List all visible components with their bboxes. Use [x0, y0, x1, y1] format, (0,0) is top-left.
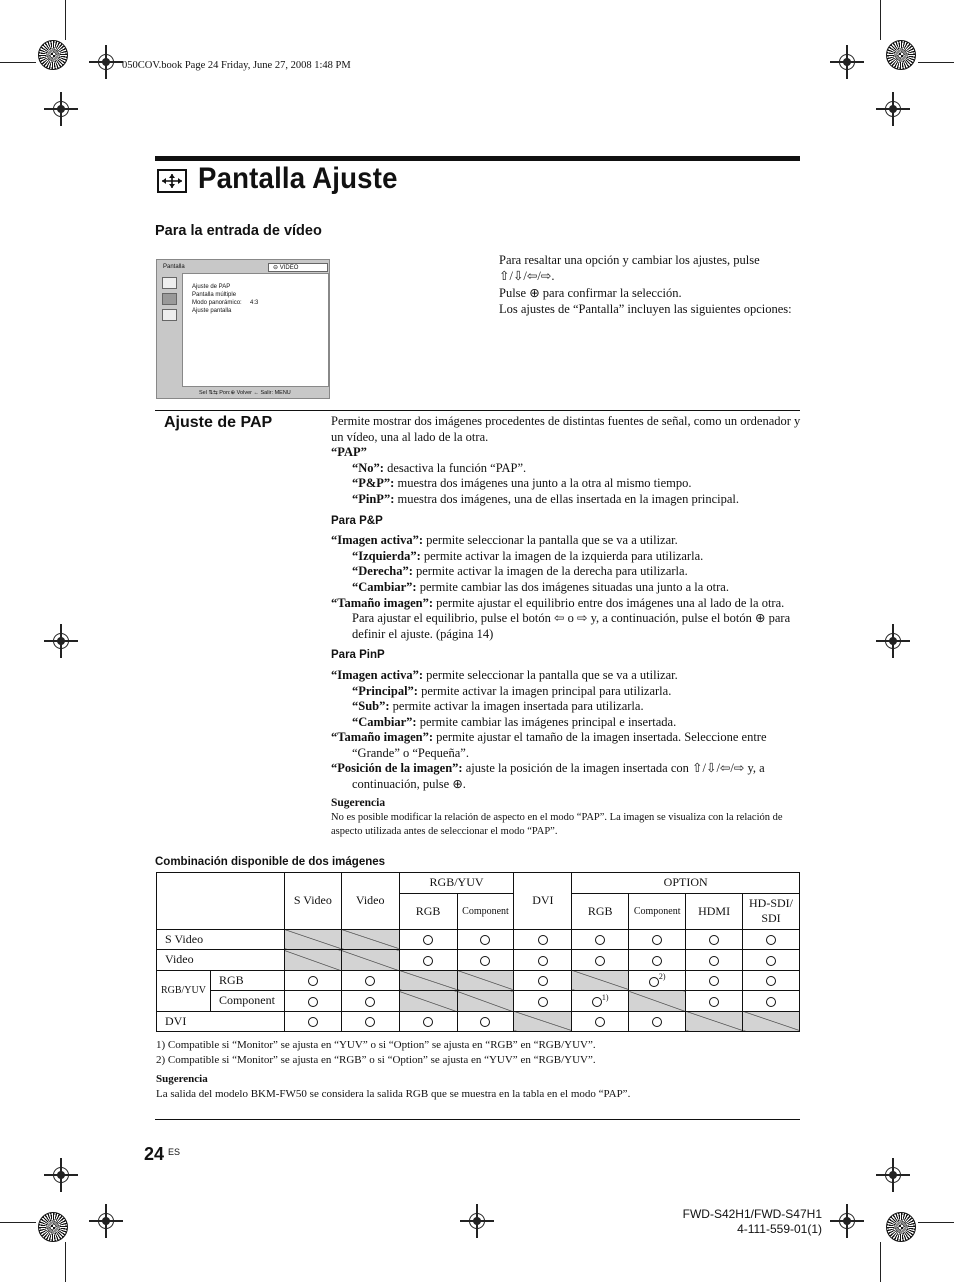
- crosshair-icon: [876, 1158, 910, 1192]
- option-text: permite activar la imagen de la derecha para utilizarla.: [412, 564, 688, 579]
- compatible-cell: [743, 950, 800, 971]
- compatible-cell: [686, 950, 743, 971]
- screen-item: Ajuste pantalla: [192, 308, 232, 314]
- tip-text: No es posible modificar la relación de aspecto en el modo “PAP”. La imagen se visualiza con la relación de aspecto utilizada antes de seleccionar el modo “PAP”.: [331, 812, 783, 838]
- compatible-cell: [572, 929, 629, 950]
- option-text: desactiva la función “PAP”.: [383, 460, 527, 475]
- col-header: RGB: [572, 893, 629, 929]
- compatible-cell: [572, 950, 629, 971]
- crop-line: [880, 0, 881, 40]
- unavailable-cell: [399, 991, 457, 1012]
- option-entry: [331, 492, 801, 508]
- option-text: muestra dos imágenes una junto a la otra al mismo tiempo.: [394, 476, 692, 491]
- unavailable-cell: [514, 1011, 572, 1032]
- footnote: 1) Compatible si “Monitor” se ajusta en “YUV” o si “Option” se ajusta en “RGB” en “RGB/YUV”.: [156, 1039, 596, 1051]
- table-heading: Combinación disponible de dos imágenes: [155, 856, 386, 868]
- intro-text: [499, 252, 799, 318]
- option-entry: [331, 715, 801, 731]
- unavailable-cell: [572, 970, 629, 991]
- footnote-ref: 2): [658, 972, 666, 982]
- file-header: 050COV.book Page 24 Friday, June 27, 2008 1:48 PM: [122, 60, 351, 71]
- option-term: “Imagen activa”:: [331, 667, 423, 682]
- screen-tab-video: ⊖ VIDEO: [268, 263, 328, 272]
- row-header: S Video: [157, 929, 285, 950]
- compatible-cell: [572, 1011, 629, 1032]
- option-entry: [331, 699, 801, 715]
- col-header: Component: [457, 893, 514, 929]
- compatible-cell: [399, 950, 457, 971]
- compatible-cell: [743, 929, 800, 950]
- unavailable-cell: [341, 950, 399, 971]
- table-row: [157, 929, 800, 950]
- compatible-cell: [284, 991, 341, 1012]
- pp-heading: Para P&P: [331, 514, 383, 527]
- registration-star-icon: [886, 40, 916, 70]
- pap-heading: Ajuste de PAP: [164, 414, 273, 431]
- unavailable-cell: [284, 929, 341, 950]
- option-text: ajuste la posición de la imagen insertada con ⇧/⇩/⇦/⇨ y, a continuación, pulse ⊕.: [352, 761, 765, 792]
- crosshair-icon: [89, 45, 123, 79]
- option-term: “Principal”:: [352, 683, 418, 698]
- tip-text: La salida del modelo BKM-FW50 se considera la salida RGB que se muestra en la tabla en el modo “PAP”.: [156, 1087, 631, 1100]
- pap-description: Permite mostrar dos imágenes procedentes de distintas fuentes de señal, como un ordenador y un vídeo, una al lado de la otra.: [331, 414, 801, 444]
- option-text: permite cambiar las dos imágenes situadas una junto a la otra.: [416, 579, 729, 594]
- option-term: “Sub”:: [352, 699, 390, 714]
- compatible-cell: [514, 929, 572, 950]
- pap-body: [331, 414, 801, 839]
- crop-line: [880, 1242, 881, 1282]
- option-text: permite activar la imagen principal para utilizarla.: [417, 683, 672, 698]
- option-text: permite activar la imagen de la izquierda para utilizarla.: [420, 548, 704, 563]
- option-entry: [331, 761, 801, 792]
- option-term: “Cambiar”:: [352, 579, 417, 594]
- screen-item: Modo panorámico: 4:3: [192, 300, 259, 306]
- table-row: [157, 991, 800, 1012]
- option-term: “Cambiar”:: [352, 714, 417, 729]
- compatible-cell: [457, 1011, 514, 1032]
- screen-item: Pantalla múltiple: [192, 292, 237, 298]
- table-row: [157, 950, 800, 971]
- screen-tab-label: VIDEO: [279, 265, 299, 271]
- pap-label: “PAP”: [331, 445, 367, 460]
- footnote-ref: 1): [601, 992, 609, 1002]
- document-code: 4-111-559-01(1): [737, 1222, 822, 1236]
- screen-item: Ajuste de PAP: [192, 284, 231, 290]
- option-text: permite seleccionar la pantalla que se va a utilizar.: [423, 667, 678, 682]
- option-entry: [331, 684, 801, 700]
- compatible-cell: [284, 970, 341, 991]
- compatible-cell: [629, 1011, 686, 1032]
- page-title: Pantalla Ajuste: [198, 162, 398, 195]
- section-subheading: Para la entrada de vídeo: [155, 223, 322, 239]
- menu-icon: [162, 293, 177, 305]
- option-text: permite ajustar el equilibrio entre dos imágenes una al lado de la otra. Para ajustar el equilibrio, pulse el botón ⇦ o ⇨ y, a continuación, pulse el botón ⊕ para definir el ajuste. (página 14): [352, 595, 791, 641]
- crop-line: [65, 1242, 66, 1282]
- language-code: ES: [168, 1147, 181, 1157]
- registration-star-icon: [38, 1212, 68, 1242]
- option-entry: [331, 533, 801, 549]
- compatible-cell: [686, 970, 743, 991]
- unavailable-cell: [457, 970, 514, 991]
- intro-line: Pulse ⊕ para confirmar la selección.: [499, 285, 682, 300]
- option-term: “No”:: [352, 460, 384, 475]
- divider: [155, 410, 800, 411]
- option-entry: [331, 580, 801, 596]
- compatible-cell: [629, 950, 686, 971]
- compatible-cell: [514, 991, 572, 1012]
- table-corner: [157, 873, 285, 930]
- compatible-cell: [686, 991, 743, 1012]
- menu-screen-image: [156, 259, 330, 399]
- title-bar: [155, 156, 800, 161]
- option-text: permite seleccionar la pantalla que se va a utilizar.: [423, 533, 678, 548]
- unavailable-cell: [284, 950, 341, 971]
- option-entry: [331, 549, 801, 565]
- option-entry: [331, 668, 801, 684]
- crop-line: [918, 1222, 954, 1223]
- compatible-cell: [629, 970, 686, 991]
- compatible-cell: [629, 929, 686, 950]
- col-header: RGB: [399, 893, 457, 929]
- screen-adjust-icon: [157, 169, 187, 193]
- compatible-cell: [399, 929, 457, 950]
- col-header: Component: [629, 893, 686, 929]
- option-term: “Posición de la imagen”:: [331, 761, 463, 776]
- crop-line: [0, 1222, 36, 1223]
- col-header: OPTION: [572, 873, 800, 894]
- col-header: S Video: [284, 873, 341, 930]
- unavailable-cell: [686, 1011, 743, 1032]
- tip-heading: Sugerencia: [331, 796, 386, 809]
- option-entry: [331, 596, 801, 643]
- intro-line: ⇧/⇩/⇦/⇨.: [499, 269, 555, 284]
- option-term: “Izquierda”:: [352, 548, 421, 563]
- crosshair-icon: [44, 624, 78, 658]
- table-notes: [156, 1038, 800, 1101]
- col-header: DVI: [514, 873, 572, 930]
- option-entry: [331, 461, 801, 477]
- crosshair-icon: [460, 1204, 494, 1238]
- screen-panel: [182, 273, 329, 387]
- unavailable-cell: [341, 929, 399, 950]
- compatible-cell: [341, 970, 399, 991]
- table-row: [157, 1011, 800, 1032]
- screen-footer: Sel ⇅⇆ Pon:⊕ Volver ← Salir: MENU: [199, 390, 291, 396]
- table-row: [157, 970, 800, 991]
- compatible-cell: [399, 1011, 457, 1032]
- option-term: “Derecha”:: [352, 564, 413, 579]
- page-number: 24: [144, 1144, 165, 1164]
- col-header: RGB/YUV: [399, 873, 514, 894]
- option-term: “Tamaño imagen”:: [331, 730, 433, 745]
- option-term: “Tamaño imagen”:: [331, 595, 433, 610]
- col-header: HD-SDI/ SDI: [743, 893, 800, 929]
- crosshair-icon: [876, 92, 910, 126]
- combination-table: [156, 872, 800, 1032]
- menu-icon: [162, 309, 177, 321]
- menu-icon: [162, 277, 177, 289]
- compatible-cell: [457, 929, 514, 950]
- col-header: Video: [341, 873, 399, 930]
- footnote: 2) Compatible si “Monitor” se ajusta en “RGB” o si “Option” se ajusta en “YUV” en “RGB/YUV”.: [156, 1053, 596, 1066]
- row-header: Video: [157, 950, 285, 971]
- crosshair-icon: [830, 1204, 864, 1238]
- option-text: muestra dos imágenes, una de ellas insertada en la imagen principal.: [394, 491, 740, 506]
- tip-heading: Sugerencia: [156, 1073, 208, 1085]
- compatible-cell: [284, 1011, 341, 1032]
- crop-line: [918, 62, 954, 63]
- compatible-cell: [341, 1011, 399, 1032]
- col-header: HDMI: [686, 893, 743, 929]
- crosshair-icon: [44, 92, 78, 126]
- row-header: Component: [210, 991, 284, 1012]
- unavailable-cell: [399, 970, 457, 991]
- registration-star-icon: [38, 40, 68, 70]
- unavailable-cell: [743, 1011, 800, 1032]
- crosshair-icon: [44, 1158, 78, 1192]
- compatible-cell: [572, 991, 629, 1012]
- unavailable-cell: [457, 991, 514, 1012]
- compatible-cell: [743, 991, 800, 1012]
- option-entry: [331, 564, 801, 580]
- screen-title: Pantalla: [163, 264, 185, 270]
- option-term: “P&P”:: [352, 476, 395, 491]
- option-text: permite ajustar el tamaño de la imagen insertada. Seleccione entre “Grande” o “Pequeña”.: [352, 730, 767, 760]
- row-header: RGB: [210, 970, 284, 991]
- pinp-heading: Para PinP: [331, 649, 385, 662]
- crosshair-icon: [830, 45, 864, 79]
- row-header: DVI: [157, 1011, 285, 1032]
- option-term: “PinP”:: [352, 491, 395, 506]
- compatible-cell: [686, 929, 743, 950]
- option-text: permite cambiar las imágenes principal e insertada.: [416, 714, 677, 729]
- compatible-cell: [743, 970, 800, 991]
- option-term: “Imagen activa”:: [331, 533, 423, 548]
- crosshair-icon: [89, 1204, 123, 1238]
- intro-line: Para resaltar una opción y cambiar los ajustes, pulse: [499, 253, 760, 267]
- compatible-cell: [341, 991, 399, 1012]
- compatible-cell: [457, 950, 514, 971]
- compatible-cell: [514, 950, 572, 971]
- option-text: permite activar la imagen insertada para utilizarla.: [389, 699, 644, 714]
- crop-line: [65, 0, 66, 40]
- row-header: RGB/YUV: [157, 970, 211, 1011]
- registration-star-icon: [886, 1212, 916, 1242]
- unavailable-cell: [629, 991, 686, 1012]
- option-entry: [331, 476, 801, 492]
- model-number: FWD-S42H1/FWD-S47H1: [682, 1207, 822, 1221]
- option-entry: [331, 730, 801, 761]
- compatible-cell: [514, 970, 572, 991]
- intro-line: Los ajustes de “Pantalla” incluyen las siguientes opciones:: [499, 302, 792, 317]
- crosshair-icon: [876, 624, 910, 658]
- crop-line: [0, 62, 36, 63]
- divider: [155, 1119, 800, 1120]
